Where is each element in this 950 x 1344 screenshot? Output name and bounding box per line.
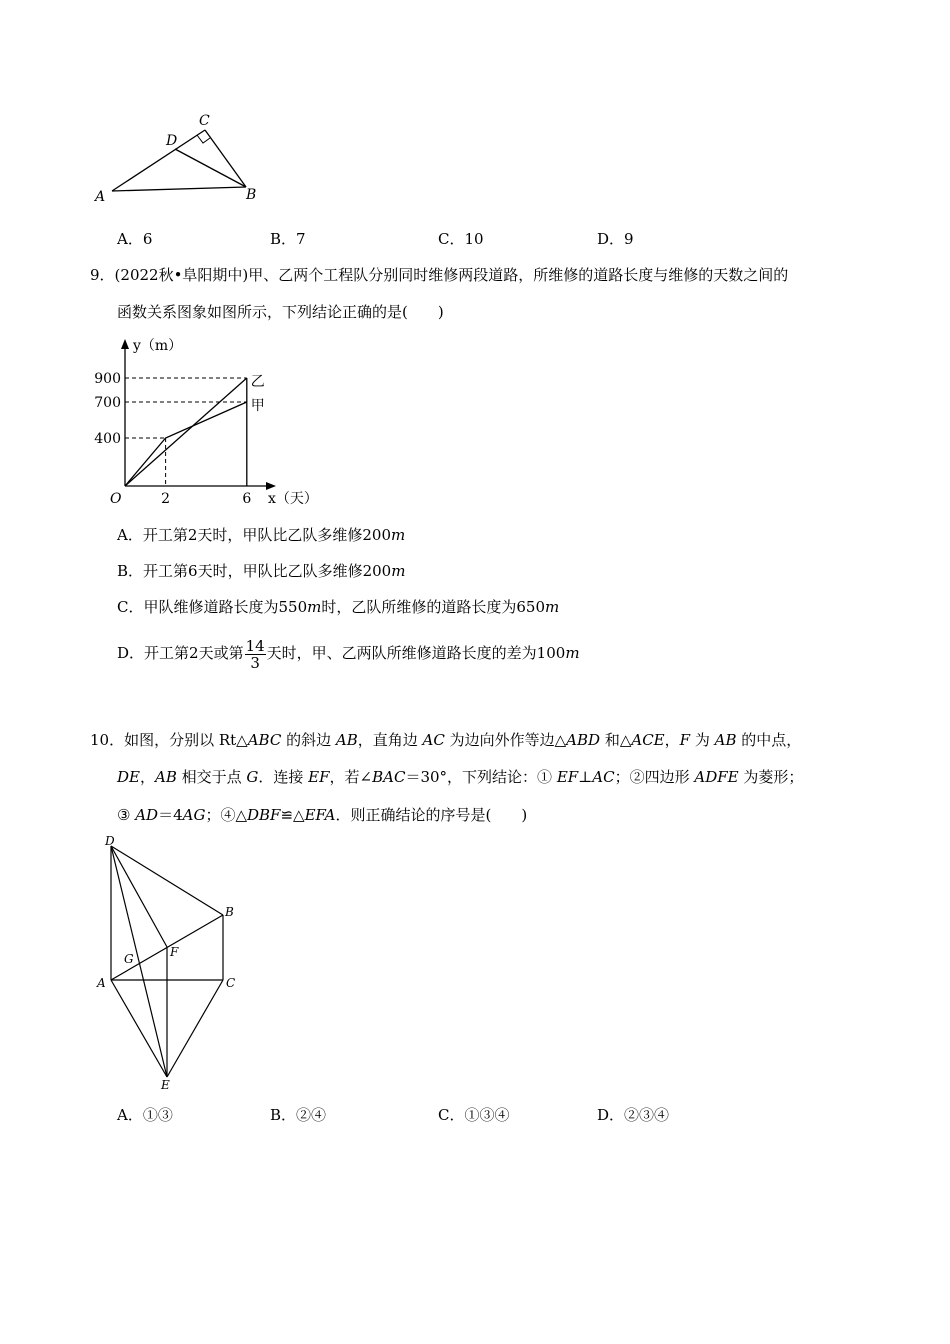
series-line-yi xyxy=(125,378,247,486)
segment-DF xyxy=(111,846,167,947)
q8-option-b[interactable] xyxy=(270,229,306,249)
y-axis-label: y（m） xyxy=(133,338,183,354)
y-tick-label: 900 xyxy=(94,371,121,387)
math-var: F xyxy=(679,731,691,749)
text: ，直角边 xyxy=(357,731,423,749)
text: 的斜边 xyxy=(281,731,336,749)
math-var: AB xyxy=(335,731,358,749)
text: ．则正确结论的序号是( ) xyxy=(335,806,528,824)
option-label: B． xyxy=(117,562,144,580)
fraction xyxy=(245,638,266,671)
y-tick-label: 400 xyxy=(94,431,121,447)
math-var: BAC xyxy=(372,768,406,786)
option-unit: m xyxy=(307,598,322,616)
label-F: F xyxy=(170,945,179,959)
option-label: B． xyxy=(270,1106,297,1124)
math-var: AC xyxy=(422,731,445,749)
option-text: 时，乙队所维修的道路长度为650 xyxy=(321,598,545,616)
label-D: D xyxy=(166,133,178,149)
option-label: D． xyxy=(597,1106,625,1124)
text: 和△ xyxy=(600,731,632,749)
math-var: AG xyxy=(182,806,206,824)
text: ；④△ xyxy=(205,806,247,824)
text: ≌△ xyxy=(280,806,305,824)
option-label: A． xyxy=(117,230,143,248)
text: ，若∠ xyxy=(329,768,373,786)
text: ．连接 xyxy=(258,768,309,786)
right-angle-mark xyxy=(197,135,210,143)
q9-option-b[interactable] xyxy=(117,561,405,581)
option-label: A． xyxy=(117,1106,143,1124)
option-label: C． xyxy=(438,230,465,248)
option-text: 甲队维修道路长度为550 xyxy=(143,598,308,616)
math-var: DBF xyxy=(247,806,281,824)
label-B: B xyxy=(225,905,234,919)
segment-CB xyxy=(205,130,246,187)
series-label-jia: 甲 xyxy=(250,398,265,414)
math-var: ACE xyxy=(631,731,665,749)
q9-option-a[interactable] xyxy=(117,525,405,545)
option-label: D． xyxy=(117,644,145,662)
q8-option-a[interactable] xyxy=(117,229,152,249)
x-axis-arrow-icon xyxy=(266,482,276,490)
segment-DB xyxy=(175,149,246,187)
text: 相交于点 xyxy=(176,768,247,786)
q8-option-d[interactable] xyxy=(597,229,634,249)
option-text: 天时，甲、乙两队所维修道路长度的差为100 xyxy=(266,644,566,662)
origin-label: O xyxy=(110,491,122,505)
text: ＝4 xyxy=(158,806,183,824)
option-text: 7 xyxy=(296,230,306,248)
x-tick-label: 2 xyxy=(161,491,171,505)
math-var: AC xyxy=(592,768,615,786)
math-var: G xyxy=(246,768,259,786)
q10-option-d[interactable] xyxy=(597,1105,669,1125)
text: 10．如图，分别以 Rt△ xyxy=(90,731,248,749)
fraction-numerator: 14 xyxy=(245,636,265,655)
option-text: 9 xyxy=(624,230,634,248)
option-label: C． xyxy=(117,598,144,616)
q10-option-b[interactable] xyxy=(270,1105,326,1125)
option-text: ②④ xyxy=(296,1106,327,1124)
label-C: C xyxy=(199,113,210,129)
q9-option-d[interactable] xyxy=(117,633,580,673)
text: ＝30°，下列结论：① xyxy=(405,768,557,786)
math-var: ABC xyxy=(247,731,282,749)
text: 的中点， xyxy=(736,731,802,749)
segment-DE xyxy=(111,846,167,1077)
option-text: 开工第2天时，甲队比乙队多维修200 xyxy=(142,526,392,544)
q10-stem-line-2 xyxy=(117,767,803,787)
option-text: 开工第6天时，甲队比乙队多维修200 xyxy=(143,562,392,580)
text: ⊥ xyxy=(578,768,593,786)
q9-line-chart xyxy=(90,333,330,505)
q9-stem-line-2: 函数关系图象如图所示，下列结论正确的是( ) xyxy=(117,303,444,321)
math-var: ABD xyxy=(566,731,601,749)
text: 为边向外作等边△ xyxy=(444,731,567,749)
label-C: C xyxy=(226,976,236,990)
label-B: B xyxy=(246,187,257,203)
series-line-jia xyxy=(125,402,247,486)
fraction-denominator: 3 xyxy=(250,653,260,672)
option-unit: m xyxy=(565,644,580,662)
q8-triangle-figure xyxy=(90,105,270,210)
series-label-yi: 乙 xyxy=(250,374,265,390)
option-label: A． xyxy=(117,526,143,544)
math-var: EF xyxy=(308,768,330,786)
math-var: EF xyxy=(556,768,579,786)
option-label: D． xyxy=(597,230,625,248)
text: ， xyxy=(664,731,680,749)
q8-option-c[interactable] xyxy=(438,229,484,249)
math-var: AB xyxy=(714,731,737,749)
q9-option-c[interactable] xyxy=(117,597,559,617)
text: ；②四边形 xyxy=(614,768,695,786)
text: 为 xyxy=(690,731,715,749)
math-var: ADFE xyxy=(694,768,739,786)
segment-AE xyxy=(111,980,167,1077)
option-text: ②③④ xyxy=(624,1106,670,1124)
x-axis-label: x（天） xyxy=(268,491,318,505)
q10-option-a[interactable] xyxy=(117,1105,173,1125)
x-tick-label: 6 xyxy=(242,491,252,505)
option-unit: m xyxy=(545,598,560,616)
option-text: 开工第2天或第 xyxy=(144,644,244,662)
q10-option-c[interactable] xyxy=(438,1105,510,1125)
label-G: G xyxy=(124,952,134,966)
option-text: 6 xyxy=(142,230,153,248)
segment-AB xyxy=(112,187,246,191)
math-var: AD xyxy=(135,806,159,824)
label-A: A xyxy=(95,189,106,205)
q10-stem-line-3 xyxy=(117,805,527,825)
math-var: DE xyxy=(117,768,140,786)
segment-AC xyxy=(112,130,205,191)
text: 为菱形； xyxy=(738,768,804,786)
label-E: E xyxy=(161,1078,170,1092)
option-unit: m xyxy=(391,562,406,580)
y-axis-arrow-icon xyxy=(121,339,129,349)
math-var: EFA xyxy=(304,806,336,824)
option-text: ①③④ xyxy=(464,1106,510,1124)
option-text: ①③ xyxy=(142,1106,173,1124)
math-var: AB xyxy=(155,768,177,786)
label-A: A xyxy=(97,976,106,990)
segment-CE xyxy=(167,980,223,1077)
q10-stem-line-1 xyxy=(90,730,801,750)
option-unit: m xyxy=(391,526,406,544)
option-label: C． xyxy=(438,1106,465,1124)
text: ， xyxy=(139,768,155,786)
option-label: B． xyxy=(270,230,297,248)
q10-geometry-figure xyxy=(90,835,250,1095)
y-tick-label: 700 xyxy=(94,395,121,411)
option-text: 10 xyxy=(464,230,484,248)
text: ③ xyxy=(117,806,136,824)
label-D: D xyxy=(105,835,115,848)
q9-stem-line-1: 9．(2022秋•阜阳期中)甲、乙两个工程队分别同时维修两段道路，所维修的道路长度与维修的天数之间的 xyxy=(90,266,789,284)
segment-DB xyxy=(111,846,223,915)
